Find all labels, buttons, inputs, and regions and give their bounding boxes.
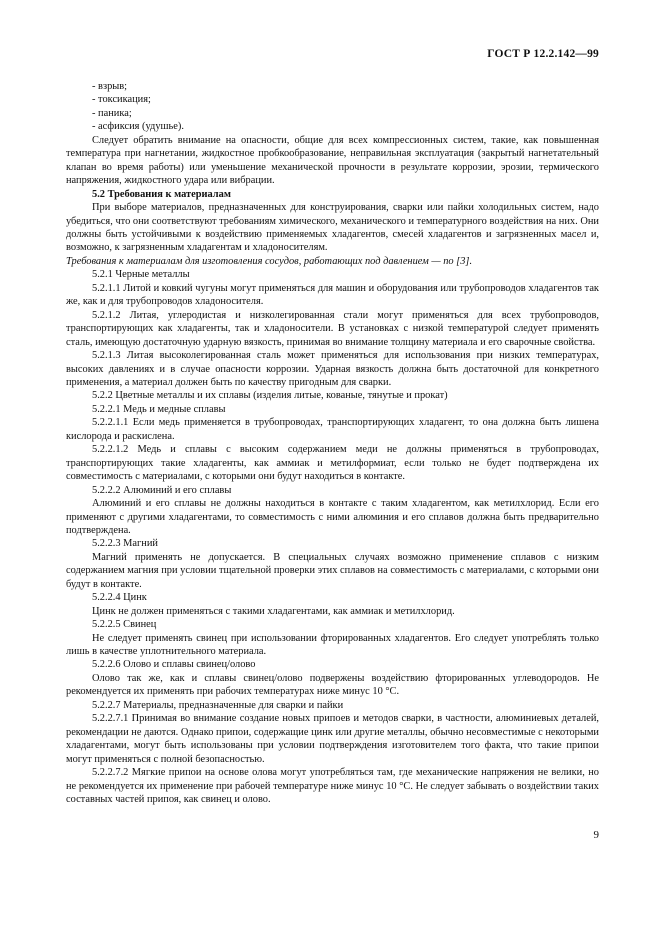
- subsection-heading: 5.2.2.6 Олово и сплавы свинец/олово: [92, 659, 256, 671]
- subsection-heading: 5.2.2.1 Медь и медные сплавы: [92, 403, 226, 415]
- list-item: - взрыв;: [92, 81, 128, 92]
- paragraph: 5.2.1.3 Литая высоколегированная сталь может применяться для использования при низких температурах, высоких давлениях и в случае опасности коррозии. Ударная вязкость должна быть достаточной для конкретного применения, а материал должен быть по качеству пригодным для сварки.: [66, 350, 599, 388]
- paragraph: Олово так же, как и сплавы свинец/олово подвержены воздействию фторированных углеводородов. Не рекомендуется их применять при рабочих температурах ниже минус 10 °С.: [66, 672, 599, 698]
- subsection-heading: 5.2.2.7 Материалы, предназначенные для сварки и пайки: [92, 699, 344, 711]
- document-header: ГОСТ Р 12.2.142—99: [487, 48, 599, 60]
- paragraph: 5.2.1.2 Литая, углеродистая и низколегированная стали могут применяться для всех трубопроводов, транспортирующих как хладагенты, так и хладоносители. В установках с низкой температурой следует применять сталь, имеющую достаточную ударную вязкость, принимая во внимание толщину материала и его сварочные свойства.: [66, 309, 599, 348]
- paragraph: 5.2.2.1.1 Если медь применяется в трубопроводах, транспортирующих хладагент, то она должна быть лишена кислорода и раскислена.: [66, 417, 599, 442]
- subsection-heading: 5.2.2.4 Цинк: [92, 592, 147, 604]
- list-item: - паника;: [92, 107, 132, 119]
- paragraph: 5.2.2.1.2 Медь и сплавы с высоким содержанием меди не должны применяться в трубопроводах, транспортирующих такие хладагенты, как аммиак и метилформиат, если только не будет подтверждена их совместимость с материалами, с которыми они будут находиться в контакте.: [66, 444, 599, 483]
- subsection-heading: 5.2.2.5 Свинец: [92, 619, 157, 631]
- paragraph: Следует обратить внимание на опасности, общие для всех компрессионных систем, такие, как повышенная температура при нагнетании, жидкостное пробкообразование, неправильная эксплуатация (закрытый нагнетательный клапан во время работы) или уменьшение механической прочности в результате коррозии, эрозии, термического напряжения, жидкостного удара или вибрации.: [66, 134, 599, 187]
- paragraph: 5.2.2.7.2 Мягкие припои на основе олова могут употребляться там, где механические напряжения не велики, но не рекомендуется их применение при рабочей температуре ниже минус 10 °С. Не следует забывать о воздействии таких составных частей припоя, как свинец и олово.: [66, 767, 599, 806]
- paragraph: Магний применять не допускается. В специальных случаях возможно применение сплавов с низким содержанием магния при условии тщательной проверки этих сплавов на совместимость с материалами, с которыми они будут в контакте.: [66, 551, 599, 590]
- subsection-heading: 5.2.2 Цветные металлы и их сплавы (изделия литые, кованые, тянутые и прокат): [92, 390, 448, 402]
- paragraph: 5.2.2.7.1 Принимая во внимание создание новых припоев и методов сварки, в частности, алюминиевых деталей, рекомендации не даются. Однако припои, содержащие цинк или другие металлы, обычно несовместимые с некоторыми хладагентами, могут быть использованы при условии подтверждения изготовителем того факта, что такие припои могут применяться с полной безопасностью.: [66, 713, 599, 765]
- document-body: [66, 80, 599, 806]
- paragraph: Не следует применять свинец при использовании фторированных хладагентов. Его следует употреблять только лишь в качестве уплотнительного материала.: [66, 632, 599, 658]
- list-item: - токсикация;: [92, 94, 151, 106]
- paragraph-italic: Требования к материалам для изготовления сосудов, работающих под давлением — по [3].: [66, 255, 473, 267]
- section-heading: 5.2 Требования к материалам: [92, 188, 231, 200]
- paragraph: 5.2.1.1 Литой и ковкий чугуны могут применяться для машин и оборудования или трубопроводов хладагентов так же, как и для трубопроводов хладоносителя.: [66, 282, 599, 308]
- subsection-heading: 5.2.2.2 Алюминий и его сплавы: [92, 484, 232, 496]
- paragraph: Цинк не должен применяться с такими хладагентами, как аммиак и метилхлорид.: [92, 605, 455, 617]
- list-item: - асфиксия (удушье).: [92, 121, 184, 133]
- paragraph: При выборе материалов, предназначенных для конструирования, сварки или пайки холодильных систем, надо убедиться, что они соответствуют требованиям химического, механического и температурного воздействия на них. Они должны быть устойчивыми к воздействию применяемых хладагентов, смесей хладагентов и загрязненных масел и, возможно, к загрязненным хладагентам и хладоносителям.: [66, 202, 599, 254]
- page-number: 9: [593, 829, 599, 841]
- subsection-heading: 5.2.2.3 Магний: [92, 538, 158, 550]
- paragraph: Алюминий и его сплавы не должны находиться в контакте с таким хладагентом, как метилхлорид. Если его применяют с другими хладагентами, то совместимость с ними алюминия и его сплавов должна быть предварительно подтверждена.: [66, 498, 599, 536]
- subsection-heading: 5.2.1 Черные металлы: [92, 269, 190, 281]
